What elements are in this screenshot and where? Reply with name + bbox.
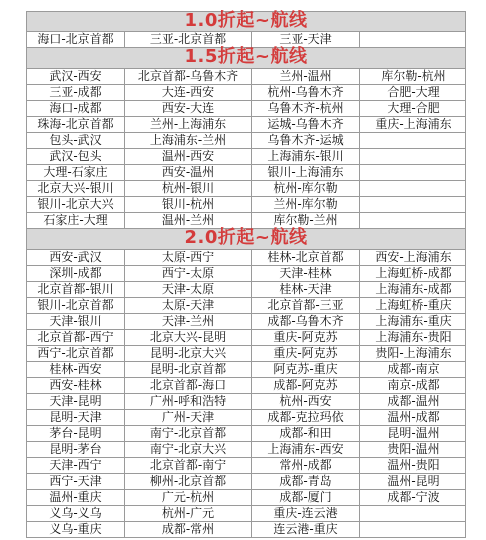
route-cell: 天津-昆明	[27, 394, 125, 409]
route-cell: 西宁-太原	[125, 266, 252, 281]
route-cell: 南京-成都	[387, 378, 440, 392]
table-row	[27, 250, 465, 266]
route-cell: 西安-温州	[125, 165, 252, 180]
route-cell: 太原-天津	[125, 298, 252, 313]
table-row	[27, 314, 465, 330]
route-cell: 成都-克拉玛依	[252, 410, 360, 425]
table-row	[27, 394, 465, 410]
table-row	[27, 426, 465, 442]
route-cell: 西宁-北京首都	[27, 346, 125, 361]
route-cell: 三亚-北京首都	[125, 32, 252, 47]
route-cell: 重庆-阿克苏	[252, 346, 360, 361]
route-cell: 成都-乌鲁木齐	[252, 314, 360, 329]
route-cell: 成都-阿克苏	[252, 378, 360, 393]
route-cell: 上海浦东-成都	[375, 282, 452, 296]
route-cell: 成都-常州	[125, 522, 252, 537]
table-row	[27, 149, 465, 165]
table-row	[27, 69, 465, 85]
table-row	[27, 133, 465, 149]
route-cell: 杭州-银川	[125, 181, 252, 196]
table-row	[27, 490, 465, 506]
route-cell: 义乌-义乌	[27, 506, 125, 521]
route-cell: 兰州-温州	[252, 69, 360, 84]
route-cell: 昆明-北京大兴	[125, 346, 252, 361]
route-cell: 昆明-茅台	[27, 442, 125, 457]
route-cell: 西宁-天津	[27, 474, 125, 489]
route-cell: 北京首都-三亚	[252, 298, 360, 313]
route-cell: 常州-成都	[252, 458, 360, 473]
route-cell: 北京首都-银川	[27, 282, 125, 297]
route-cell: 温州-贵阳	[387, 458, 440, 472]
route-cell: 珠海-北京首都	[27, 117, 125, 132]
route-cell: 南宁-北京首都	[125, 426, 252, 441]
route-cell: 柳州-北京首都	[125, 474, 252, 489]
route-cell: 三亚-天津	[252, 32, 360, 47]
route-cell: 贵阳-温州	[387, 442, 440, 456]
route-cell: 重庆-上海浦东	[375, 117, 452, 131]
table-row	[27, 85, 465, 101]
route-cell	[360, 165, 467, 180]
route-cell: 茅台-昆明	[27, 426, 125, 441]
route-cell: 兰州-上海浦东	[125, 117, 252, 132]
route-cell: 西安-上海浦东	[375, 250, 452, 264]
route-cell: 成都-和田	[252, 426, 360, 441]
route-cell: 昆明-天津	[27, 410, 125, 425]
route-cell: 天津-桂林	[252, 266, 360, 281]
route-cell: 杭州-广元	[125, 506, 252, 521]
route-cell: 成都-宁波	[387, 490, 440, 504]
route-cell: 温州-西安	[125, 149, 252, 164]
route-cell: 昆明-北京首都	[125, 362, 252, 377]
route-cell: 成都-南京	[387, 362, 440, 376]
table-row	[27, 442, 465, 458]
route-cell: 成都-厦门	[252, 490, 360, 505]
table-row	[27, 266, 465, 282]
route-cell: 杭州-西安	[252, 394, 360, 409]
route-cell: 包头-武汉	[27, 133, 125, 148]
route-cell: 义乌-重庆	[27, 522, 125, 537]
route-cell	[360, 181, 467, 196]
route-cell: 兰州-库尔勒	[252, 197, 360, 212]
route-cell: 温州-昆明	[387, 474, 440, 488]
route-cell: 库尔勒-杭州	[381, 69, 446, 83]
route-cell: 桂林-天津	[252, 282, 360, 297]
route-cell: 银川-北京大兴	[27, 197, 125, 212]
route-cell: 乌鲁木齐-杭州	[252, 101, 360, 116]
table-row	[27, 458, 465, 474]
table-row	[27, 298, 465, 314]
route-cell: 贵阳-上海浦东	[375, 346, 452, 360]
table-row	[27, 117, 465, 133]
route-cell: 上海浦东-贵阳	[375, 330, 452, 344]
route-cell: 银川-北京首都	[27, 298, 125, 313]
route-cell: 杭州-库尔勒	[252, 181, 360, 196]
route-discount-table	[26, 11, 466, 538]
route-cell: 西安-武汉	[27, 250, 125, 265]
route-cell: 桂林-西安	[27, 362, 125, 377]
route-cell: 上海浦东-西安	[252, 442, 360, 457]
route-cell: 北京首都-西宁	[27, 330, 125, 345]
route-cell: 运城-乌鲁木齐	[252, 117, 360, 132]
table-row	[27, 474, 465, 490]
route-cell: 天津-太原	[125, 282, 252, 297]
route-cell: 上海浦东-银川	[252, 149, 360, 164]
route-cell: 大理-合肥	[387, 101, 440, 115]
table-row	[27, 330, 465, 346]
route-cell: 重庆-连云港	[252, 506, 360, 521]
route-cell: 重庆-阿克苏	[252, 330, 360, 345]
route-cell: 北京首都-南宁	[125, 458, 252, 473]
route-cell: 武汉-西安	[27, 69, 125, 84]
route-cell: 天津-西宁	[27, 458, 125, 473]
route-cell: 合肥-大理	[387, 85, 440, 99]
table-row	[27, 410, 465, 426]
table-row	[27, 197, 465, 213]
route-cell: 温州-重庆	[27, 490, 125, 505]
route-cell	[360, 197, 467, 212]
route-cell: 上海虹桥-重庆	[375, 298, 452, 312]
table-row	[27, 522, 465, 537]
route-cell: 西安-桂林	[27, 378, 125, 393]
route-cell: 阿克苏-重庆	[252, 362, 360, 377]
route-cell: 银川-杭州	[125, 197, 252, 212]
route-cell: 西安-大连	[125, 101, 252, 116]
route-cell: 天津-兰州	[125, 314, 252, 329]
route-cell: 温州-成都	[387, 410, 440, 424]
table-row	[27, 282, 465, 298]
route-cell: 石家庄-大理	[27, 213, 125, 228]
route-cell: 昆明-温州	[387, 426, 440, 440]
route-cell: 北京大兴-银川	[27, 181, 125, 196]
route-cell: 太原-西宁	[125, 250, 252, 265]
route-cell: 北京首都-海口	[125, 378, 252, 393]
route-cell: 温州-兰州	[125, 213, 252, 228]
route-cell: 广州-天津	[125, 410, 252, 425]
route-cell: 连云港-重庆	[252, 522, 360, 537]
route-cell: 海口-成都	[27, 101, 125, 116]
route-cell: 广州-呼和浩特	[125, 394, 252, 409]
route-cell: 广元-杭州	[125, 490, 252, 505]
route-cell: 上海浦东-兰州	[125, 133, 252, 148]
route-cell: 成都-温州	[387, 394, 440, 408]
route-cell: 库尔勒-兰州	[252, 213, 360, 228]
route-cell	[360, 522, 467, 537]
table-row	[27, 181, 465, 197]
route-cell: 三亚-成都	[27, 85, 125, 100]
route-cell: 深圳-成都	[27, 266, 125, 281]
route-cell: 武汉-包头	[27, 149, 125, 164]
table-row	[27, 362, 465, 378]
route-cell	[360, 506, 467, 521]
route-cell: 银川-上海浦东	[252, 165, 360, 180]
route-cell: 桂林-北京首都	[252, 250, 360, 265]
table-row	[27, 346, 465, 362]
route-cell: 北京首都-乌鲁木齐	[125, 69, 252, 84]
route-cell: 大连-西安	[125, 85, 252, 100]
table-row	[27, 165, 465, 181]
route-cell: 上海浦东-重庆	[375, 314, 452, 328]
route-cell: 乌鲁木齐-运城	[252, 133, 360, 148]
table-row	[27, 378, 465, 394]
section-title: 2.0折起~航线	[27, 229, 465, 250]
table-row	[27, 101, 465, 117]
route-cell: 南宁-北京大兴	[125, 442, 252, 457]
route-cell	[360, 149, 467, 164]
route-cell: 大理-石家庄	[27, 165, 125, 180]
route-cell	[360, 213, 467, 228]
route-cell	[360, 32, 467, 47]
route-cell: 上海虹桥-成都	[375, 266, 452, 280]
section-title: 1.0折起~航线	[27, 12, 465, 32]
section-title: 1.5折起~航线	[27, 48, 465, 69]
route-cell: 北京大兴-昆明	[125, 330, 252, 345]
route-cell: 成都-青岛	[252, 474, 360, 489]
table-row	[27, 506, 465, 522]
route-cell: 天津-银川	[27, 314, 125, 329]
route-cell: 杭州-乌鲁木齐	[252, 85, 360, 100]
route-cell: 海口-北京首都	[27, 32, 125, 47]
route-cell	[360, 133, 467, 148]
